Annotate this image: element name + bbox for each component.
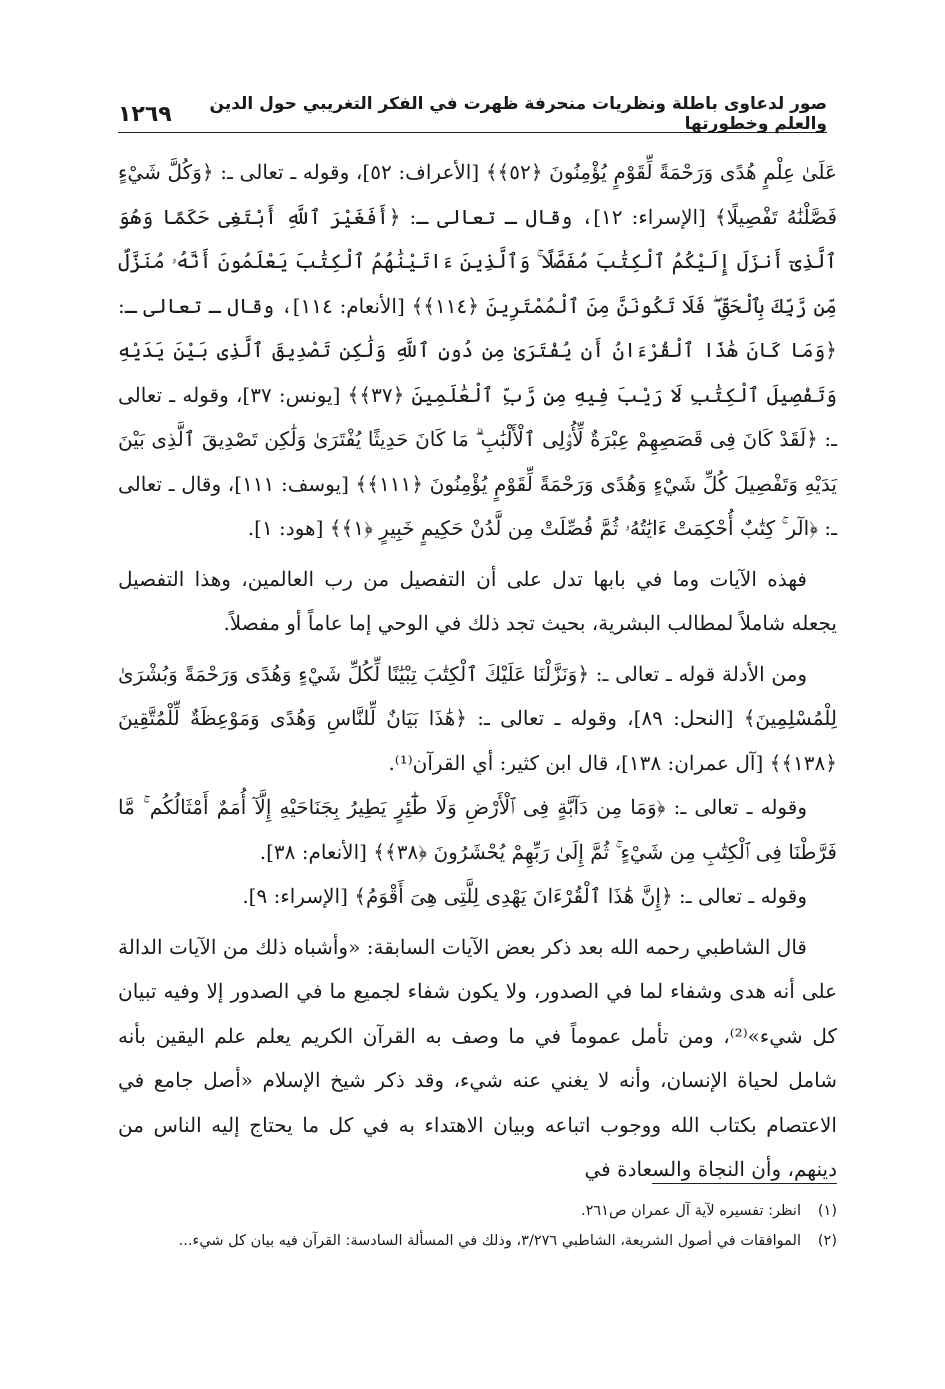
running-title: صور لدعاوى باطلة ونظريات منحرفة ظهرت في الفكر التغريبي حول الدين والعلم وخطورتها (209, 94, 827, 134)
footnote-text: الموافقات في أصول الشريعة، الشاطبي ٣/٢٧٦، وذلك في المسألة السادسة: القرآن فيه بيان كل شيء... (178, 1233, 801, 1249)
paragraph-shatibi: قال الشاطبي رحمه الله بعد ذكر بعض الآيات السابقة: «وأشباه ذلك من الآيات الدالة على أنه هدى وشفاء لما في الصدور، ولا يكون شفاء لجميع ما في الصدور إلا وفيه تبيان كل شيء»⁽²⁾، ومن تأمل عموماً في ما وصف به القرآن الكريم يعلم علم اليقين بأنه شامل لحياة الإنسان، وأنه لا يغني عنه شيء، وقد ذكر شيخ الإسلام «أصل جامع في الاعتصام بكتاب الله ووجوب اتباعه وبيان الاهتداء به في كل ما يحتاج إليه الناس من دينهم، وأن النجاة والسعادة في (118, 934, 837, 1181)
footnotes (118, 1196, 837, 1256)
footnote-text: انظر: تفسيره لآية آل عمران ص٢٦١. (580, 1203, 801, 1219)
footnote-1 (118, 1196, 837, 1226)
page-number: ١٢٦٩ (118, 101, 172, 127)
paragraph-anam: وقوله ـ تعالى ـ: ﴿وَمَا مِن دَآبَّةٍ فِى ٱلْأَرْضِ وَلَا طَٰٓئِرٍ يَطِيرُ بِجَنَاحَيْهِ إِلَّآ أُمَمٌ أَمْثَالُكُم ۚ مَّا فَرَّطْنَا فِى ٱلْكِتَٰبِ مِن شَيْءٍ ۚ ثُمَّ إِلَىٰ رَبِّهِمْ يُحْشَرُونَ ﴿٣٨﴾﴾ [الأنعام: ٣٨]. (118, 795, 837, 864)
paragraph-tafsil: فهذه الآيات وما في بابها تدل على أن التفصيل من رب العالمين، وهذا التفصيل يجعله شاملاً لمطالب البشرية، بحيث تجد ذلك في الوحي إما عاماً أو مفصلاً. (118, 566, 837, 635)
page-header (118, 96, 827, 133)
footnote-2 (118, 1226, 837, 1256)
paragraph-isra: وقوله ـ تعالى ـ: ﴿إِنَّ هَٰذَا ٱلْقُرْءَانَ يَهْدِى لِلَّتِى هِىَ أَقْوَمُ﴾ [الإسراء: ٩]. (242, 884, 807, 908)
paragraph-evidence: ومن الأدلة قوله ـ تعالى ـ: ﴿وَنَزَّلْنَا عَلَيْكَ ٱلْكِتَٰبَ تِبْيَٰنًا لِّكُلِّ شَيْءٍ وَهُدًى وَرَحْمَةً وَبُشْرَىٰ لِلْمُسْلِمِينَ﴾ [النحل: ٨٩]، وقوله ـ تعالى ـ: ﴿هَٰذَا بَيَانٌ لِّلنَّاسِ وَهُدًى وَمَوْعِظَةٌ لِّلْمُتَّقِينَ ﴿١٣٨﴾﴾ [آل عمران: ١٣٨]، قال ابن كثير: أي القرآن⁽¹⁾. (118, 661, 837, 775)
footnote-separator (652, 1183, 837, 1184)
paragraph-verses: عَلَىٰ عِلْمٍ هُدًى وَرَحْمَةً لِّقَوْمٍ يُؤْمِنُونَ ﴿٥٢﴾﴾ [الأعراف: ٥٢]، وقوله ـ تعالى ـ: ﴿وَكُلَّ شَيْءٍ فَصَّلْنَٰهُ تَفْصِيلًا﴾ [الإسراء: ١٢]، وقال ـ تعالى ـ: ﴿أَفَغَيْرَ ٱللَّهِ أَبْتَغِى حَكَمًا وَهُوَ ٱلَّذِىٓ أَنزَلَ إِلَيْكُمُ ٱلْكِتَٰبَ مُفَصَّلًا ۚ وَٱلَّذِينَ ءَاتَيْنَٰهُمُ ٱلْكِتَٰبَ يَعْلَمُونَ أَنَّهُۥ مُنَزَّلٌ مِّن رَّبِّكَ بِٱلْحَقِّ ۖ فَلَا تَكُونَنَّ مِنَ ٱلْمُمْتَرِينَ ﴿١١٤﴾﴾ [الأنعام: ١١٤]، وقال ـ تعالى ـ: ﴿وَمَا كَانَ هَٰذَا ٱلْقُرْءَانُ أَن يُفْتَرَىٰ مِن دُونِ ٱللَّهِ وَلَٰكِن تَصْدِيقَ ٱلَّذِى بَيْنَ يَدَيْهِ وَتَفْصِيلَ ٱلْكِتَٰبِ لَا رَيْبَ فِيهِ مِن رَّبِّ ٱلْعَٰلَمِينَ ﴿٣٧﴾﴾ [يونس: ٣٧]، وقوله ـ تعالى ـ: ﴿لَقَدْ كَانَ فِى قَصَصِهِمْ عِبْرَةٌ لِّأُو۟لِى ٱلْأَلْبَٰبِ ۗ مَا كَانَ حَدِيثًا يُفْتَرَىٰ وَلَٰكِن تَصْدِيقَ ٱلَّذِى بَيْنَ يَدَيْهِ وَتَفْصِيلَ كُلِّ شَيْءٍ وَهُدًى وَرَحْمَةً لِّقَوْمٍ يُؤْمِنُونَ ﴿١١١﴾﴾ [يوسف: ١١١]، وقال ـ تعالى ـ: ﴿الٓر ۚ كِتَٰبٌ أُحْكِمَتْ ءَايَٰتُهُۥ ثُمَّ فُصِّلَتْ مِن لَّدُنْ حَكِيمٍ خَبِيرٍ ﴿١﴾﴾ [هود: ١]. (118, 160, 838, 540)
main-text (118, 150, 837, 1192)
footnote-number: (١) (817, 1203, 837, 1219)
footnote-number: (٢) (817, 1233, 837, 1249)
